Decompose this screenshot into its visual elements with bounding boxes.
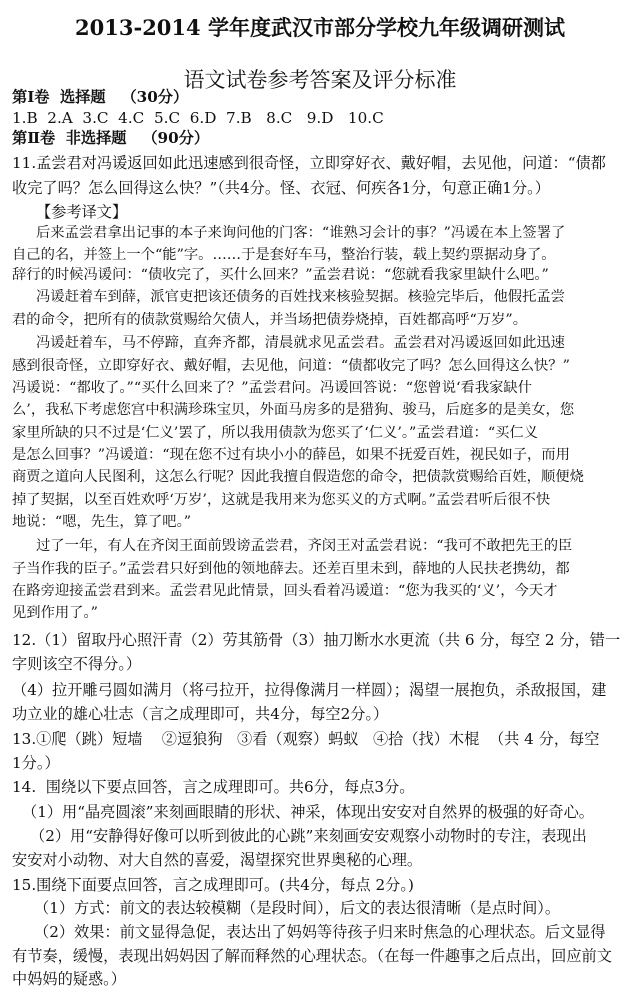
text-line: 中妈妈的疑惑。）	[12, 970, 126, 988]
page-subtitle: 语文试卷参考答案及评分标准	[183, 68, 457, 92]
text-line: 地说：“嗯，先生，算了吧。”	[12, 514, 192, 530]
text-line: 辞行的时候冯谖问：“债收完了，买什么回来？”孟尝君说：“您就看我家里缺什么吧。”	[12, 267, 549, 283]
text-line: 1分。）	[12, 754, 60, 772]
text-line: 冯谖赶着车到薛，派官吏把该还债务的百姓找来核验契据。核验完毕后，他假托孟尝	[36, 289, 565, 305]
text-line: 功立业的雄心壮志（言之成理即可，共4分，每空2分。）	[12, 705, 389, 723]
text-line: 感到很奇怪，立即穿好衣、戴好帽，去见他，问道：“债都收完了吗？怎么回得这么快？”	[12, 358, 570, 374]
text-line: 见到作用了。”	[12, 605, 98, 621]
text-line: 商贾之道向人民图利，这怎么行呢？因此我擅自假造您的命令，把债款赏赐给百姓，顺便烧	[12, 469, 584, 485]
text-line: 么’，我私下考虑您宫中积满珍珠宝贝，外面马房多的是猎狗、骏马，后庭多的是美女，您	[12, 402, 575, 418]
text-line: 冯谖赶着车，马不停蹄，直奔齐都，清晨就求见孟尝君。孟尝君对冯谖返回如此迅速	[36, 335, 565, 351]
text-line: 11.孟尝君对冯谖返回如此迅速感到很奇怪，立即穿好衣、戴好帽，去见他，问道：“债都	[12, 154, 606, 172]
text-line: 冯谖说：“都收了。”“买什么回来了？”孟尝君问。冯谖回答说：“您曾说‘看我家缺什	[12, 380, 533, 396]
text-line: 是怎么回事？”冯谖道：“现在您不过有块小小的薛邑，如果不抚爱百姓，视民如子，而用	[12, 447, 570, 463]
text-line: 【参考译文】	[36, 203, 128, 221]
text-line: 家里所缺的只不过是‘仁义’罢了，所以我用债款为您买了‘仁义’。”孟尝君道：“买仁义	[12, 425, 539, 441]
text-line: （2）用“安静得好像可以听到彼此的心跳”来刻画安安观察小动物时的专注，表现出	[30, 827, 587, 845]
text-line: 15.围绕下面要点回答，言之成理即可。(共4分，每点 2分。)	[12, 876, 414, 894]
text-line: 有节奏，缓慢，表现出妈妈因了解而释然的心理状态。（在每一件趣事之后点出，回应前文	[12, 947, 612, 965]
text-line: （1）用“晶亮圆滚”来刻画眼睛的形状、神采，体现出安安对自然界的极强的好奇心。	[22, 803, 594, 821]
text-line: 收完了吗？怎么回得这么快？”（共4分。怪、衣冠、何疾各1分，句意正确1分。）	[12, 179, 550, 197]
page-title: 2013-2014 学年度武汉市部分学校九年级调研测试	[75, 15, 565, 40]
text-line: 安安对小动物、对大自然的喜爱，渴望探究世界奥秘的心理。	[12, 851, 423, 869]
text-line: 后来孟尝君拿出记事的本子来询问他的门客：“谁熟习会计的事？”冯谖在本上签署了	[36, 225, 566, 241]
text-line: 子当作我的臣子。”孟尝君只好到他的领地薛去。还差百里未到，薛地的人民扶老携幼，都	[12, 561, 570, 577]
text-line: （2）效果：前文显得急促，表达出了妈妈等待孩子归来时焦急的心理状态。后文显得	[34, 923, 606, 941]
text-line: 14. 围绕以下要点回答，言之成理即可。共6分，每点3分。	[12, 778, 415, 796]
text-line: 13.①爬（跳）短墙 ②逗狼狗 ③看（观察）蚂蚁 ④拾（找）木棍 （共 4 分，每空	[12, 730, 600, 748]
text-line: 过了一年，有人在齐闵王面前毁谤孟尝君，齐闵王对孟尝君说：“我可不敢把先王的臣	[36, 538, 573, 554]
text-line: （1）方式：前文的表达较模糊（是段时间），后文的表达很清晰（是点时间）。	[34, 899, 561, 917]
text-line: 自己的名，并签上一个“能”字。……于是套好车马，整治行装，载上契约票据动身了。	[12, 247, 556, 263]
text-line: 12.（1）留取丹心照汗青（2）劳其筋骨（3）抽刀断水水更流（共 6 分，每空 2 分，错一	[12, 631, 621, 649]
text-line: 1.B 2.A 3.C 4.C 5.C 6.D 7.B 8.C 9.D 10.C	[12, 109, 384, 127]
text-line: 第Ⅰ卷 选择题 （30分）	[12, 88, 189, 106]
text-line: （4）拉开雕弓圆如满月（将弓拉开，拉得像满月一样圆）；渴望一展抱负，杀敌报国，建	[12, 681, 607, 699]
text-line: 在路旁迎接孟尝君到来。孟尝君见此情景，回头看着冯谖道：“您为我买的‘义’，今天才	[12, 583, 558, 599]
text-line: 君的命令，把所有的债款赏赐给欠债人，并当场把债券烧掉，百姓都高呼“万岁”。	[12, 312, 528, 328]
text-line: 字则该空不得分。）	[12, 655, 142, 673]
text-line: 掉了契据，以至百姓欢呼‘万岁’，这就是我用来为您买义的方式啊。”孟尝君听后很不快	[12, 492, 551, 508]
text-line: 第Ⅱ卷 非选择题 （90分）	[12, 129, 210, 147]
